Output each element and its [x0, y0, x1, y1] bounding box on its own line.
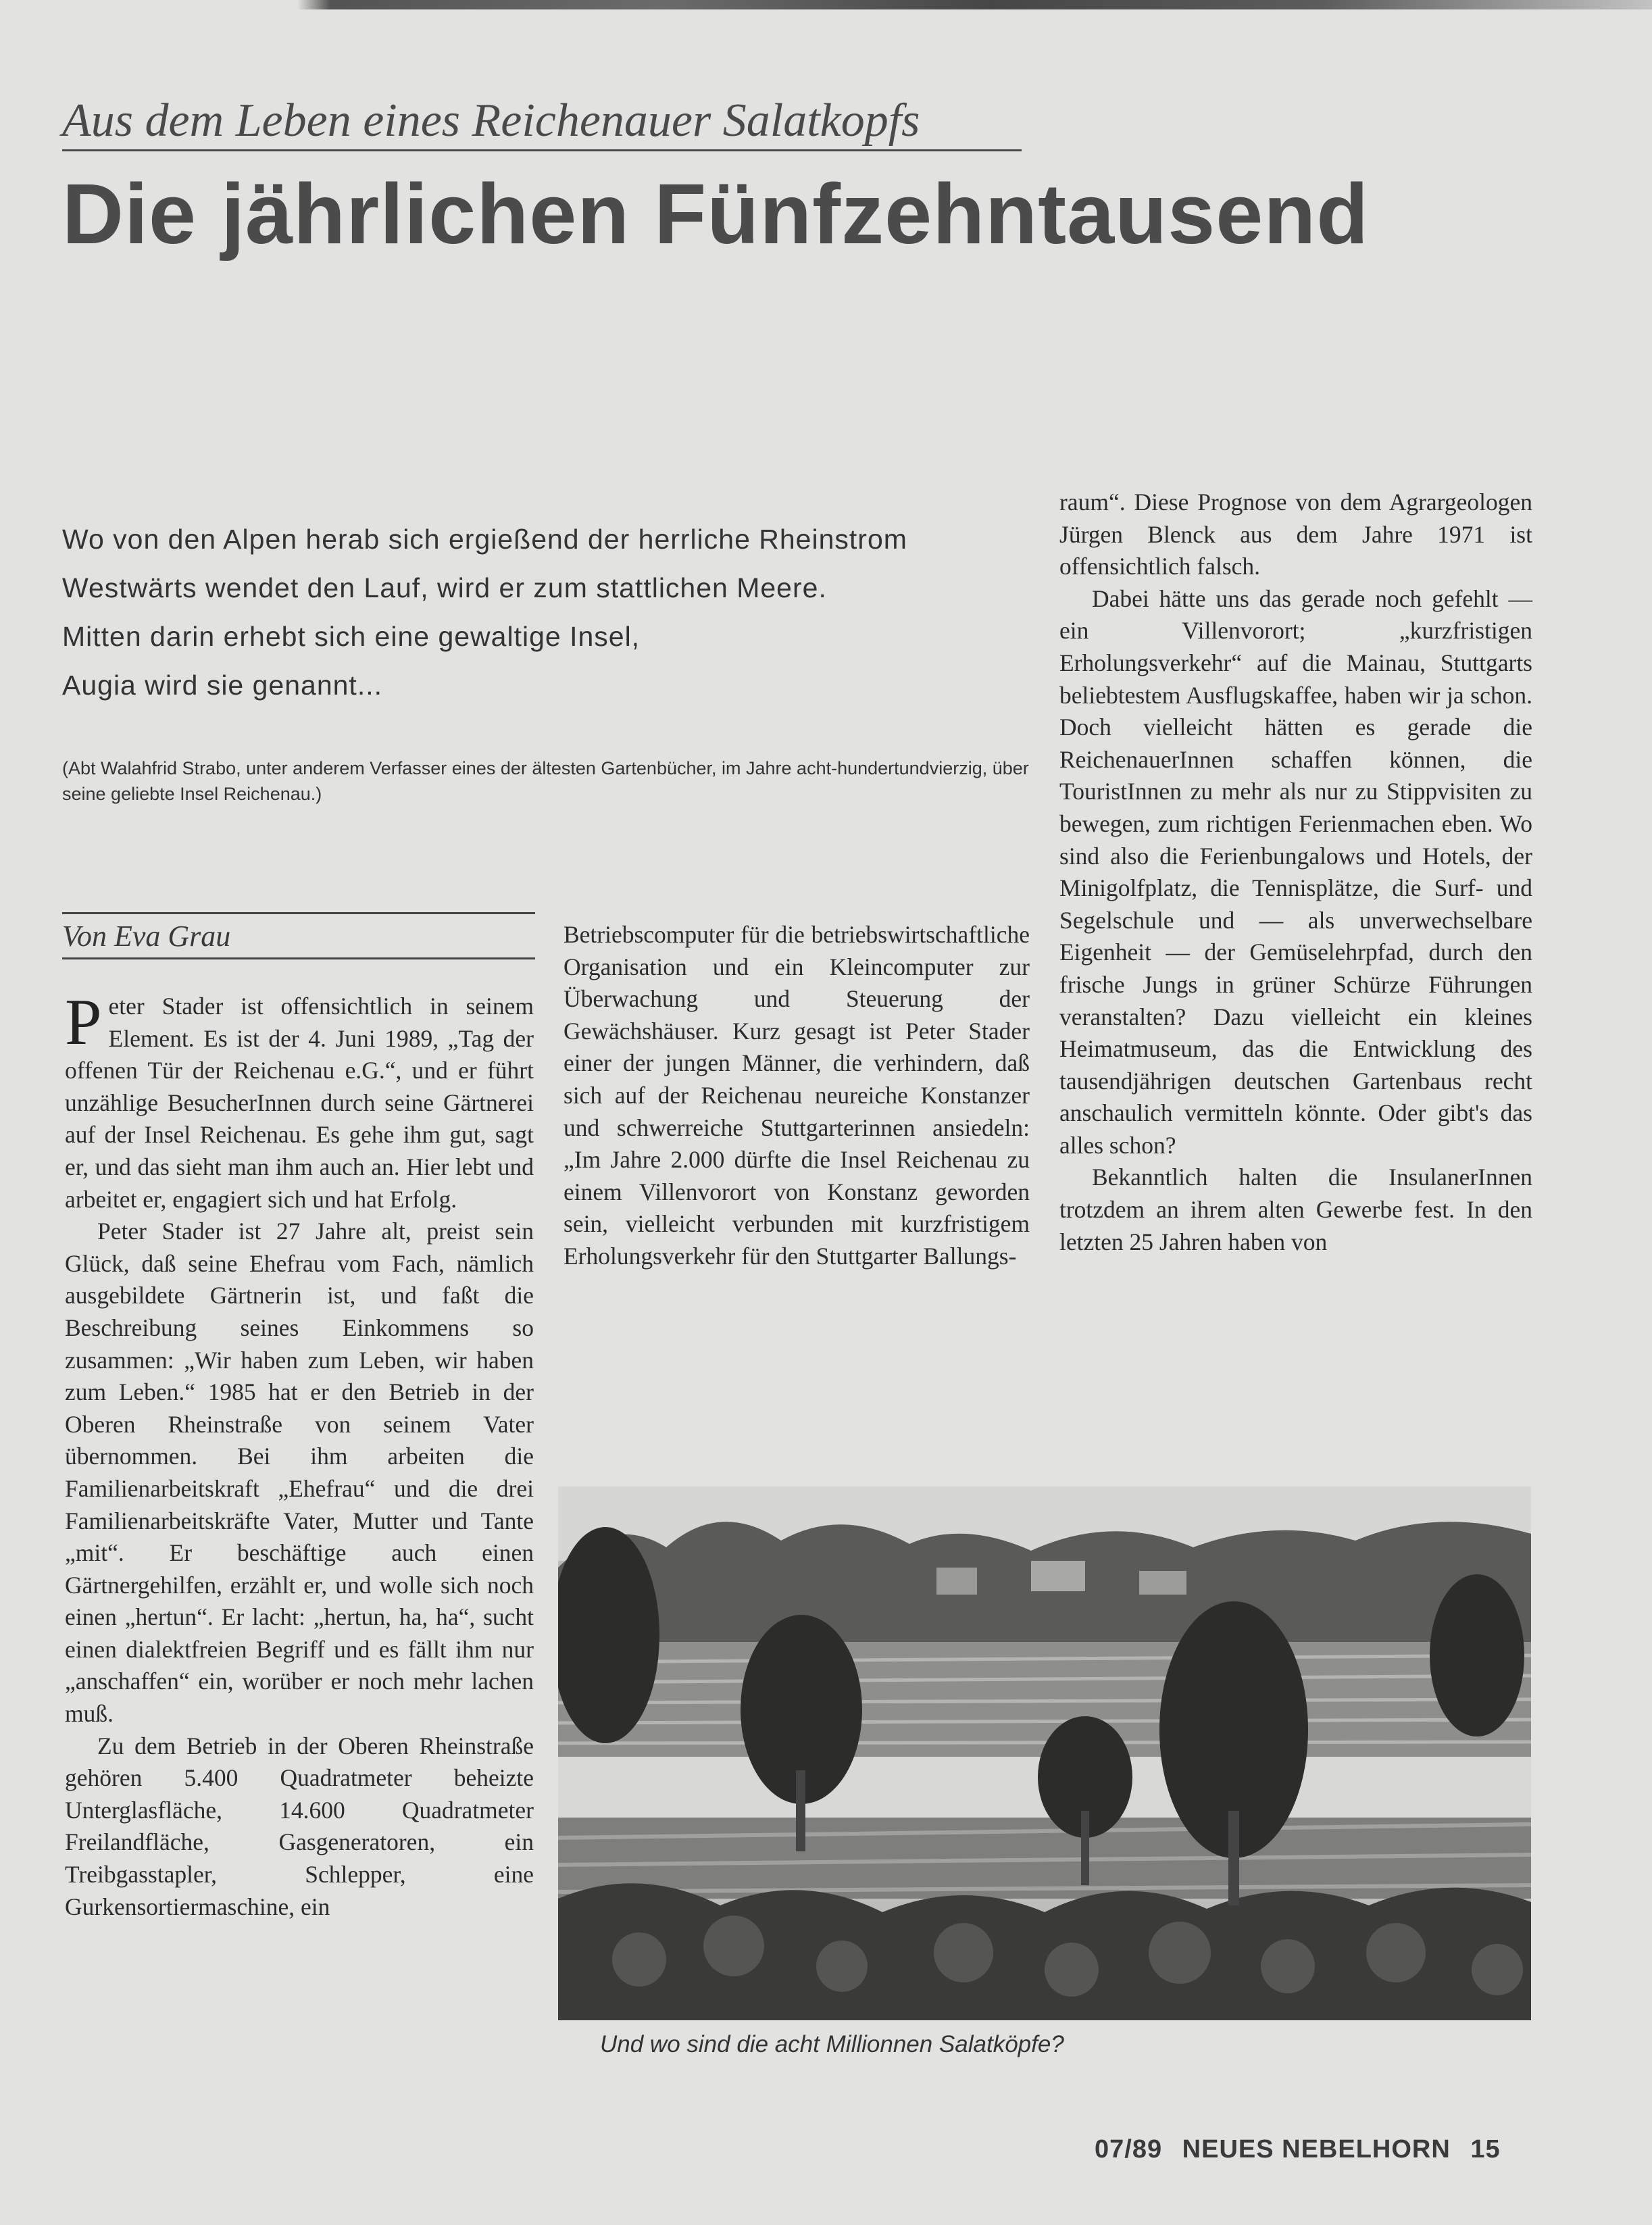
poem-quote — [62, 515, 1035, 709]
article-column-2 — [564, 919, 1030, 1273]
poem-line: Mitten darin erhebt sich eine gewaltige Insel, — [62, 621, 641, 652]
paragraph-text: eter Stader ist offensichtlich in seinem Element. Es ist der 4. Juni 1989, „Tag der offenen Tür der Reichenau e.G.“, und er führt unzählige BesucherInnen durch seine Gärtnerei auf der Insel Reichenau. Es gehe ihm gut, sagt er, und das sieht man ihm auch an. Hier lebt und arbeitet er, engagiert sich und hat Erfolg. — [65, 993, 534, 1213]
photo-illustration — [558, 1486, 1531, 2020]
poem-line: Augia wird sie genannt... — [62, 670, 382, 701]
paragraph: Betriebscomputer für die betriebswirtschaftliche Organisation und ein Kleincomputer zur Überwachung und Steuerung der Gewächshäuser. Kurz gesagt ist Peter Stader einer der jungen Männer, die verhindern, daß sich auf der Reichenau neureiche Konstanzer und schwerreiche Stuttgarterinnen ansiedeln: „Im Jahre 2.000 dürfte die Insel Reichenau zu einem Villenvorort von Konstanz geworden sein, vielleicht verbunden mit kurzfristigem Erholungsverkehr für den Stuttgarter Ballungs- — [564, 921, 1030, 1270]
article-column-1 — [65, 986, 534, 1923]
kicker-subtitle: Aus dem Leben eines Reichenauer Salatkopfs — [62, 95, 1022, 151]
scan-edge-strip — [0, 0, 1652, 9]
article-column-3 — [1059, 486, 1532, 1258]
page-number: 15 — [1470, 2135, 1501, 2164]
poem-attribution: (Abt Walahfrid Strabo, unter anderem Verfasser eines der ältesten Gartenbücher, im Jahre acht-hundertundvierzig, über seine geliebte Insel Reichenau.) — [62, 758, 1029, 804]
magazine-name: NEUES NEBELHORN — [1182, 2135, 1451, 2164]
page-footer — [1095, 2135, 1534, 2164]
issue-number: 07/89 — [1095, 2135, 1163, 2164]
paragraph: Zu dem Betrieb in der Oberen Rheinstraße gehören 5.400 Quadratmeter beheizte Unterglasfläche, 14.600 Quadratmeter Freilandfläche, Gasgeneratoren, ein Treibgasstapler, Schlepper, eine Gurkensortiermaschine, ein — [65, 1732, 534, 1920]
article-headline: Die jährlichen Fünfzehntausend — [62, 166, 1370, 261]
author-byline: Von Eva Grau — [62, 919, 535, 959]
photo-caption: Und wo sind die acht Millionnen Salatköpfe? — [600, 2031, 1064, 2057]
paragraph: Peter Stader ist 27 Jahre alt, preist sein Glück, daß seine Ehefrau vom Fach, nämlich ausgebildete Gärtnerin ist, und faßt die Beschreibung seines Einkommens so zusammen: „Wir haben zum Leben, wir haben zum Leben.“ 1985 hat er den Betrieb in der Oberen Rheinstraße von seinem Vater übernommen. Bei ihm arbeiten die Familienarbeitskraft „Ehefrau“ und die drei Familienarbeitskräfte Vater, Mutter und Tante „mit“. Er beschäftige auch einen Gärtnergehilfen, erzählt er, und wolle sich noch einen „hertun“. Er lacht: „hertun, ha, ha“, sucht einen dialektfreien Begriff und es fällt ihm nur „anschaffen“ ein, worüber er noch mehr lachen muß. — [65, 1218, 534, 1728]
paragraph: raum“. Diese Prognose von dem Agrargeologen Jürgen Blenck aus dem Jahre 1971 ist offensichtlich falsch. — [1059, 489, 1532, 580]
landscape-photo — [558, 1486, 1531, 2020]
drop-cap: P — [65, 986, 102, 1059]
paragraph: Dabei hätte uns das gerade noch gefehlt — ein Villenvorort; „kurzfristigen Erholungsverkehr“ auf die Mainau, Stuttgarts beliebtestem Ausflugskaffee, haben wir ja schon. Doch vielleicht hätten es gerade die ReichenauerInnen schaffen können, die TouristInnen zu mehr als nur zu Stippvisiten zu bewegen, zum richtigen Ferienmachen eben. Wo sind also die Ferienbungalows und Hotels, der Minigolfplatz, die Tennisplätze, die Surf- und Segelschule und — als unverwechselbare Eigenheit — der Gemüselehrpfad, durch den frische Jungs in grüner Schürze Führungen veranstalten? Dazu vielleicht ein kleines Heimatmuseum, das die Entwicklung des tausendjährigen deutschen Gartenbaus recht anschaulich vermitteln könnte. Oder gibt's das alles schon? — [1059, 584, 1532, 1159]
byline-top-rule — [62, 912, 535, 914]
poem-line: Westwärts wendet den Lauf, wird er zum stattlichen Meere. — [62, 572, 827, 603]
paragraph — [65, 986, 534, 1216]
paragraph: Bekanntlich halten die InsulanerInnen trotzdem an ihrem alten Gewerbe fest. In den letzten 25 Jahren haben von — [1059, 1164, 1532, 1255]
poem-line: Wo von den Alpen herab sich ergießend der herrliche Rheinstrom — [62, 524, 907, 555]
